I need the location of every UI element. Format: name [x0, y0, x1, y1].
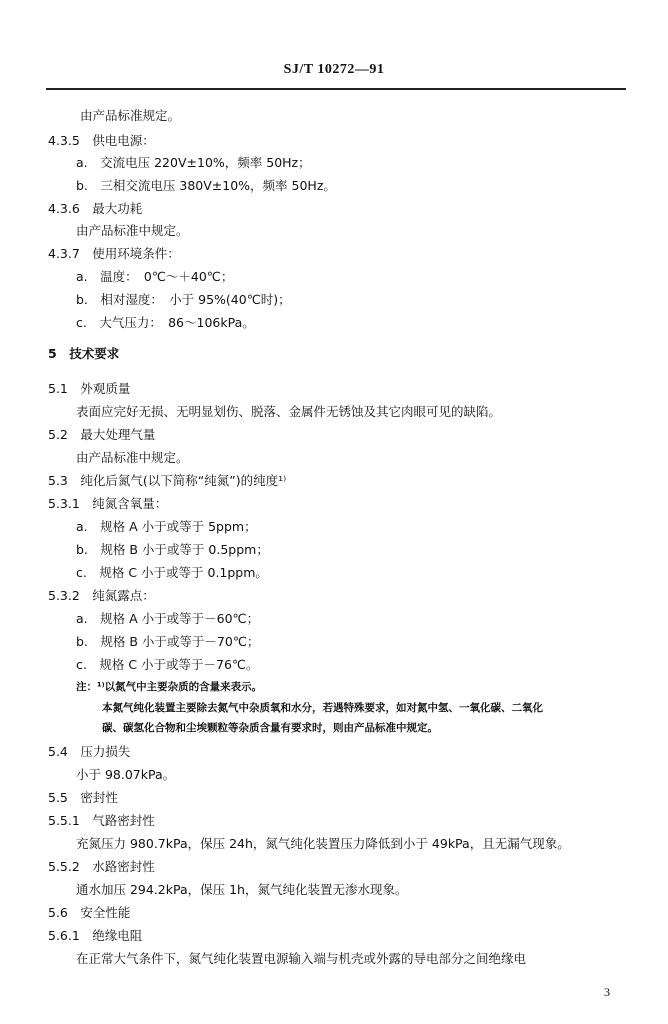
text-line: 由产品标准中规定。 — [76, 450, 189, 465]
clause-heading: 5.4 压力损失 — [48, 744, 131, 759]
clause-heading: 5.3.2 纯氮露点： — [48, 588, 155, 603]
clause-heading: 4.3.7 使用环境条件： — [48, 246, 180, 261]
list-item: b. 规格 B 小于或等于 0.5ppm； — [76, 542, 269, 557]
clause-heading: 4.3.5 供电电源： — [48, 133, 155, 148]
text-line: 在正常大气条件下，氮气纯化装置电源输入端与机壳或外露的导电部分之间绝缘电 — [76, 951, 527, 966]
list-item: b. 相对湿度： 小于 95%(40℃时)； — [76, 292, 291, 307]
section-heading: 5 技术要求 — [48, 346, 120, 361]
list-item: b. 三相交流电压 380V±10%，频率 50Hz。 — [76, 178, 336, 193]
list-item: c. 规格 C 小于或等于 0.1ppm。 — [76, 565, 268, 580]
list-item: a. 规格 A 小于或等于 5ppm； — [76, 519, 257, 534]
standard-code-header: SJ/T 10272—91 — [283, 62, 385, 77]
text-line: 由产品标准规定。 — [80, 108, 181, 123]
clause-heading: 5.1 外观质量 — [48, 381, 131, 396]
page-number: 3 — [604, 985, 610, 999]
list-item: c. 大气压力： 86～106kPa。 — [76, 315, 255, 330]
clause-heading: 5.6.1 绝缘电阻 — [48, 928, 143, 943]
text-line: 小于 98.07kPa。 — [76, 767, 176, 782]
footnote-text: 本氮气纯化装置主要除去氮气中杂质氧和水分，若遇特殊要求，如对氮中氢、一氧化碳、二氧化 — [102, 702, 543, 714]
clause-heading: 5.6 安全性能 — [48, 905, 131, 920]
list-item: a. 规格 A 小于或等于－60℃； — [76, 611, 260, 626]
list-item: a. 交流电压 220V±10%，频率 50Hz； — [76, 155, 311, 170]
text-line: 表面应完好无损、无明显划伤、脱落、金属件无锈蚀及其它肉眼可见的缺陷。 — [76, 404, 502, 419]
footnote-text: 碳、碳氢化合物和尘埃颗粒等杂质含量有要求时，则由产品标准中规定。 — [102, 722, 438, 734]
text-line: 通水加压 294.2kPa，保压 1h，氮气纯化装置无渗水现象。 — [76, 882, 408, 897]
footnote: 注：¹⁾以氮气中主要杂质的含量来表示。 — [76, 681, 263, 693]
clause-heading: 5.3 纯化后氮气(以下简称“纯氮”)的纯度¹⁾ — [48, 473, 287, 488]
clause-heading: 4.3.6 最大功耗 — [48, 201, 143, 216]
list-item: b. 规格 B 小于或等于－70℃； — [76, 634, 260, 649]
clause-heading: 5.2 最大处理气量 — [48, 427, 156, 442]
list-item: c. 规格 C 小于或等于－76℃。 — [76, 657, 259, 672]
clause-heading: 5.5.2 水路密封性 — [48, 859, 155, 874]
clause-heading: 5.5.1 气路密封性 — [48, 813, 155, 828]
text-line: 由产品标准中规定。 — [76, 223, 189, 238]
text-line: 充氮压力 980.7kPa，保压 24h，氮气纯化装置压力降低到小于 49kPa，且无漏气现象。 — [76, 836, 570, 851]
list-item: a. 温度： 0℃～＋40℃； — [76, 269, 234, 284]
header-rule — [46, 88, 626, 90]
clause-heading: 5.5 密封性 — [48, 790, 118, 805]
clause-heading: 5.3.1 纯氮含氧量： — [48, 496, 168, 511]
